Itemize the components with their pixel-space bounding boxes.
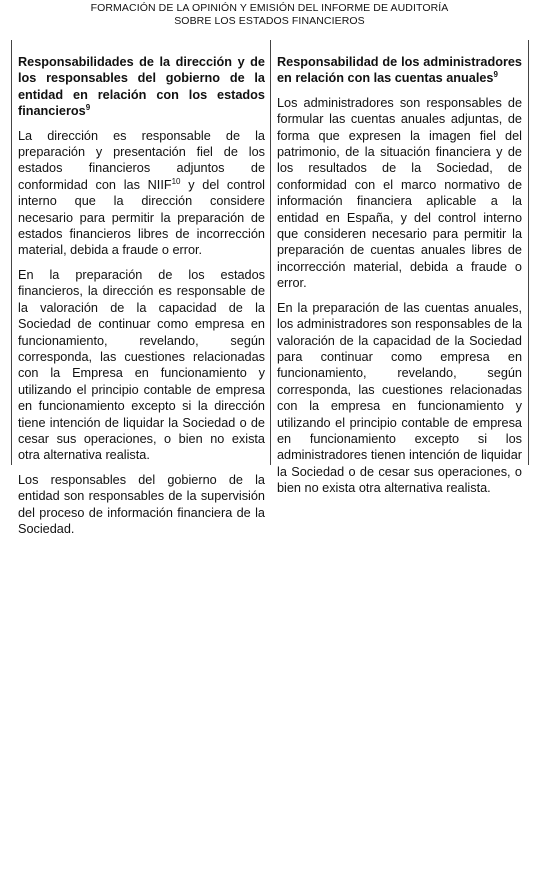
header-line-1: FORMACIÓN DE LA OPINIÓN Y EMISIÓN DEL INFORME DE AUDITORÍA [90, 2, 449, 14]
right-column [277, 54, 522, 505]
left-column [18, 54, 265, 545]
header-line-2: SOBRE LOS ESTADOS FINANCIEROS [174, 14, 365, 27]
table-column-divider [270, 40, 271, 465]
page-header [0, 2, 539, 27]
left-paragraph-2: En la preparación de los estados financieros, la dirección es responsable de la valoración de la capacidad de la Sociedad de continuar como empresa en funcionamiento, revelando, según corresponda, las cuestiones relacionadas con la Empresa en funcionamiento y utilizando el principio contable de empresa en funcionamiento excepto si la dirección tiene intención de liquidar la Sociedad o de cesar sus operaciones, o bien no exista otra alternativa realista. [18, 267, 265, 463]
table-border-right [528, 40, 529, 465]
right-column-heading [277, 54, 522, 87]
right-heading-footnote-ref: 9 [493, 70, 498, 80]
left-p1-footnote-ref: 10 [171, 176, 181, 186]
left-p1-text: La dirección es responsable de la preparación y presentación fiel de los estados financieros adjuntos de conformidad con las NIIF [18, 128, 265, 192]
left-heading-footnote-ref: 9 [85, 102, 91, 112]
left-heading-text: Responsabilidades de la dirección y de los responsables del gobierno de la entidad en relación con los estados financieros [18, 55, 265, 119]
left-column-heading [18, 54, 265, 120]
left-paragraph-3: Los responsables del gobierno de la entidad son responsables de la supervisión del proceso de información financiera de la Sociedad. [18, 472, 265, 536]
left-p1-text-cont: y del control interno que la dirección considere necesario para permitir la preparación de estados financieros libres de incorrección material, debida a fraude o error. [18, 177, 265, 258]
table-border-left [11, 40, 12, 465]
right-heading-text: Responsabilidad de los administradores en relación con las cuentas anuales [277, 55, 522, 86]
right-paragraph-2: En la preparación de las cuentas anuales, los administradores son responsables de la valoración de la capacidad de la Sociedad para continuar como empresa en funcionamiento, revelando, según corresponda, las cuestiones relacionadas con la empresa en funcionamiento y utilizando el principio contable de empresa en funcionamiento excepto si los administradores tienen intención de liquidar la Sociedad o de cesar sus operaciones, o bien no exista otra alternativa realista. [277, 300, 522, 496]
comparison-table [11, 40, 529, 536]
left-paragraph-1 [18, 128, 265, 259]
right-paragraph-1: Los administradores son responsables de formular las cuentas anuales adjuntas, de forma que expresen la imagen fiel del patrimonio, de la situación financiera y de los resultados de la Sociedad, de conformidad con el marco normativo de información financiera aplicable a la entidad en España, y del control interno que consideren necesario para permitir la preparación de cuentas anuales libres de incorrección material, debida a fraude o error. [277, 95, 522, 291]
